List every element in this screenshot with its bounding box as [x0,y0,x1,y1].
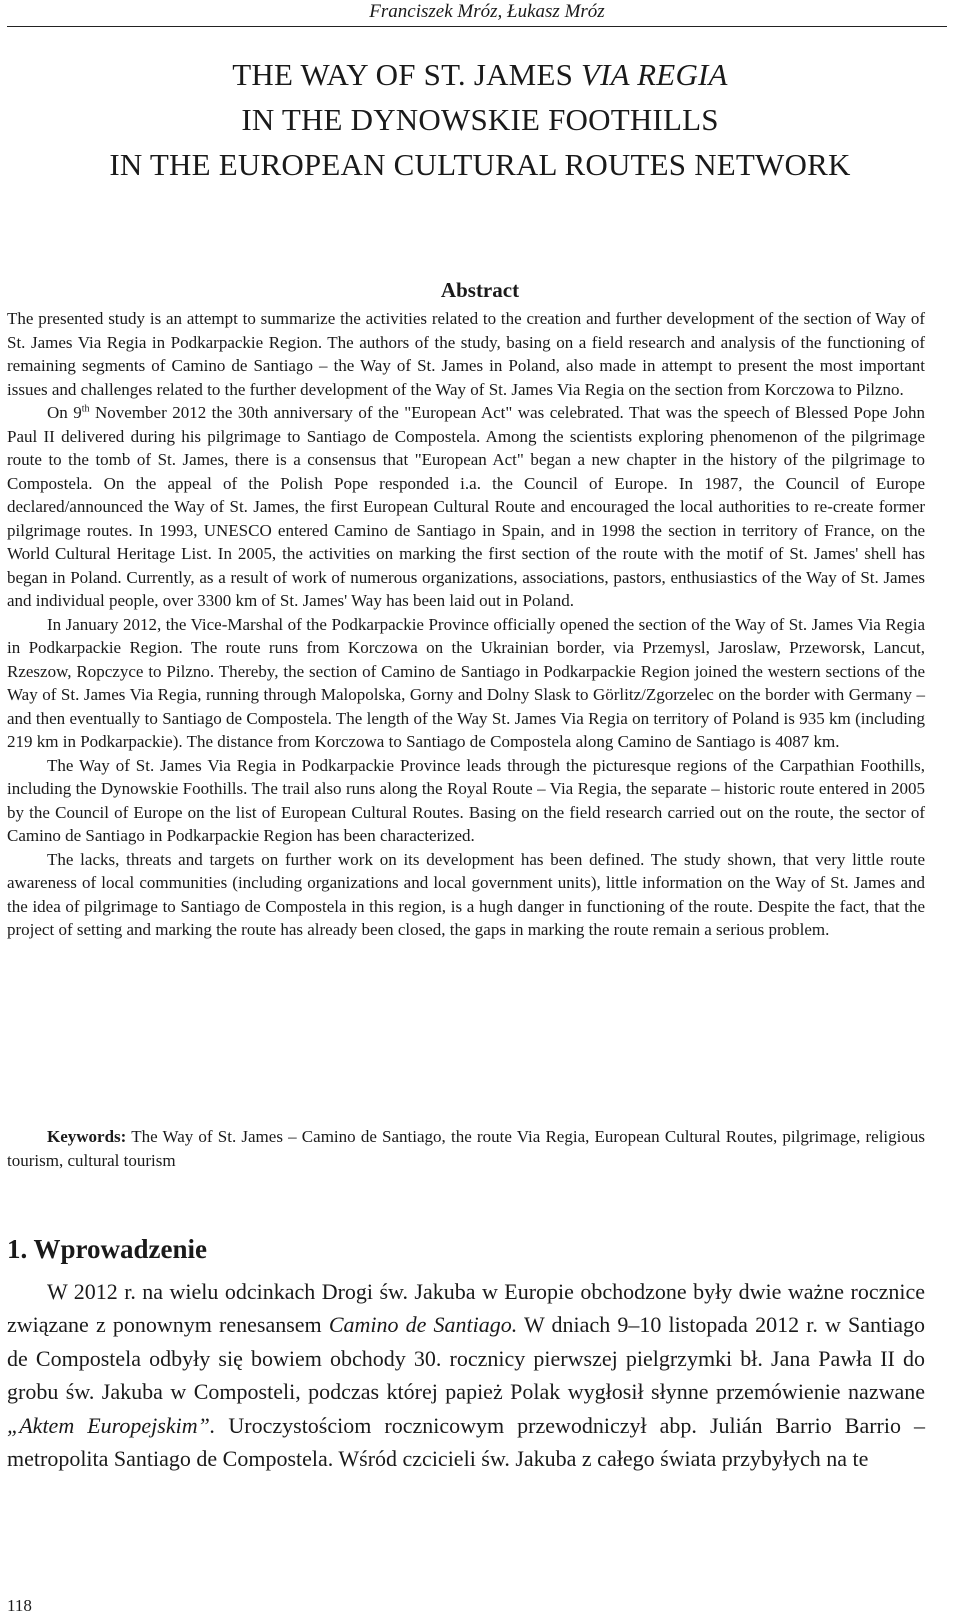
abstract-paragraph-4: The Way of St. James Via Regia in Podkarpackie Province leads through the picturesque regions of the Carpathian Foothills, including the Dynowskie Foothills. The trail also runs along the Royal Route – Via Regia, the separate – historic route entered in 2005 by the Council of Europe on the list of European Cultural Routes. Basing on the field research carried out on the route, the sector of Camino de Santiago in Podkarpackie Region has been characterized. [7,755,925,845]
abstract-heading: Abstract [440,278,520,302]
italic-camino: Camino de Santiago. [328,1312,518,1338]
section-heading: 1. Wprowadzenie [7,1234,208,1264]
keywords-label: Keywords: [47,1127,127,1146]
abstract-paragraph-2: On 9th November 2012 the 30th anniversary of the "European Act" was celebrated. That was the speech of Blessed Pope John Paul II delivered during his pilgrimage to Santiago de Compostela. Among the scientists exploring phenomenon of the pilgrimage route to the tomb of St. James, there is a consensus that "European Act" began a new chapter in the history of the pilgrimage to Compostela. On the appeal of the Polish Pope responded i.a. the Council of Europe. In 1987, the Council of Europe declared/announced the Way of St. James, the first European Cultural Route and encouraged the local authorities to re-create former pilgrimage routes. In 1993, UNESCO entered Camino de Santiago in Spain, and in 1998 the section in territory of France, on the World Cultural Heritage List. In 2005, the activities on marking the first section of the route with the motif of St. James' shell has began in Poland. Currently, as a result of work of numerous organizations, associations, pastors, enthusiastics of the Way of St. James and individual people, over 3300 km of St. James' Way has been laid out in Poland. [7,403,925,610]
paper-title [0,52,960,187]
title-line-2: IN THE DYNOWSKIE FOOTHILLS [241,102,719,137]
page-number: 118 [7,1596,32,1615]
abstract-paragraph-5: The lacks, threats and targets on further work on its development has been defined. The study shown, that very little route awareness of local communities (including organizations and local government units), little information on the Way of St. James and the idea of pilgrimage to Santiago de Compostela in this region, is a hugh danger in functioning of the route. Despite the fact, that the project of setting and marking the route has already been closed, the gaps in marking the route remain a serious problem. [7,849,925,939]
title-line-3: IN THE EUROPEAN CULTURAL ROUTES NETWORK [109,147,851,182]
abstract-paragraph-1: The presented study is an attempt to summarize the activities related to the creation and further development of the section of Way of St. James Via Regia in Podkarpackie Region. The authors of the study, basing on a field research and analysis of the functioning of remaining segments of Camino de Santiago – the Way of St. James in Poland, also made in attempt to present the most important issues and challenges related to the further development of the Way of St. James Via Regia on the section from Korczowa to Pilzno. [7,309,925,399]
running-header [7,0,947,27]
title-via-regia: VIA REGIA [580,57,728,92]
superscript-th: th [81,403,90,415]
section-paragraph: W 2012 r. na wielu odcinkach Drogi św. Jakuba w Europie obchodzone były dwie ważne rocznice związane z ponownym renesansem Camino de Santiago. W dniach 9–10 listopada 2012 r. w Santiago de Compostela odbyły się bowiem obchody 30. rocznicy pierwszej pielgrzymki bł. Jana Pawła II do grobu św. Jakuba w Composteli, podczas której papież Polak wygłosił słynne przemówienie nazwane „Aktem Europejskim”. Uroczystościom rocznicowym przewodniczył abp. Julián Barrio Barrio – metropolita Santiago de Compostela. Wśród czcicieli św. Jakuba z całego świata przybyłych na te [7,1279,926,1472]
italic-aktem: „Aktem Europejskim”. [7,1412,216,1438]
header-authors: Franciszek Mróz, Łukasz Mróz [369,1,605,22]
abstract-body [7,307,925,942]
abstract-paragraph-3: In January 2012, the Vice-Marshal of the Podkarpackie Province officially opened the section of the Way of St. James Via Regia in Podkarpackie Region. The route runs from Korczowa on the Ukrainian border, via Przemysl, Jaroslaw, Przeworsk, Lancut, Rzeszow, Ropczyce to Pilzno. Thereby, the section of Camino de Santiago in Podkarpackie Region joined the western sections of the Way of St. James Via Regia, running through Malopolska, Gorny and Dolny Slask to Görlitz/Zgorzelec on the border with Germany – and then eventually to Santiago de Compostela. The length of the Way St. James Via Regia on territory of Poland is 935 km (including 219 km in Podkarpackie). The distance from Korczowa to Santiago de Compostela along Camino de Santiago is 4087 km. [7,614,925,751]
title-line-1: THE WAY OF ST. JAMES VIA REGIA [232,57,728,92]
keywords-text: The Way of St. James – Camino de Santiago, the route Via Regia, European Cultural Routes, pilgrimage, religious tourism, cultural tourism [7,1127,925,1170]
keywords [7,1125,925,1173]
